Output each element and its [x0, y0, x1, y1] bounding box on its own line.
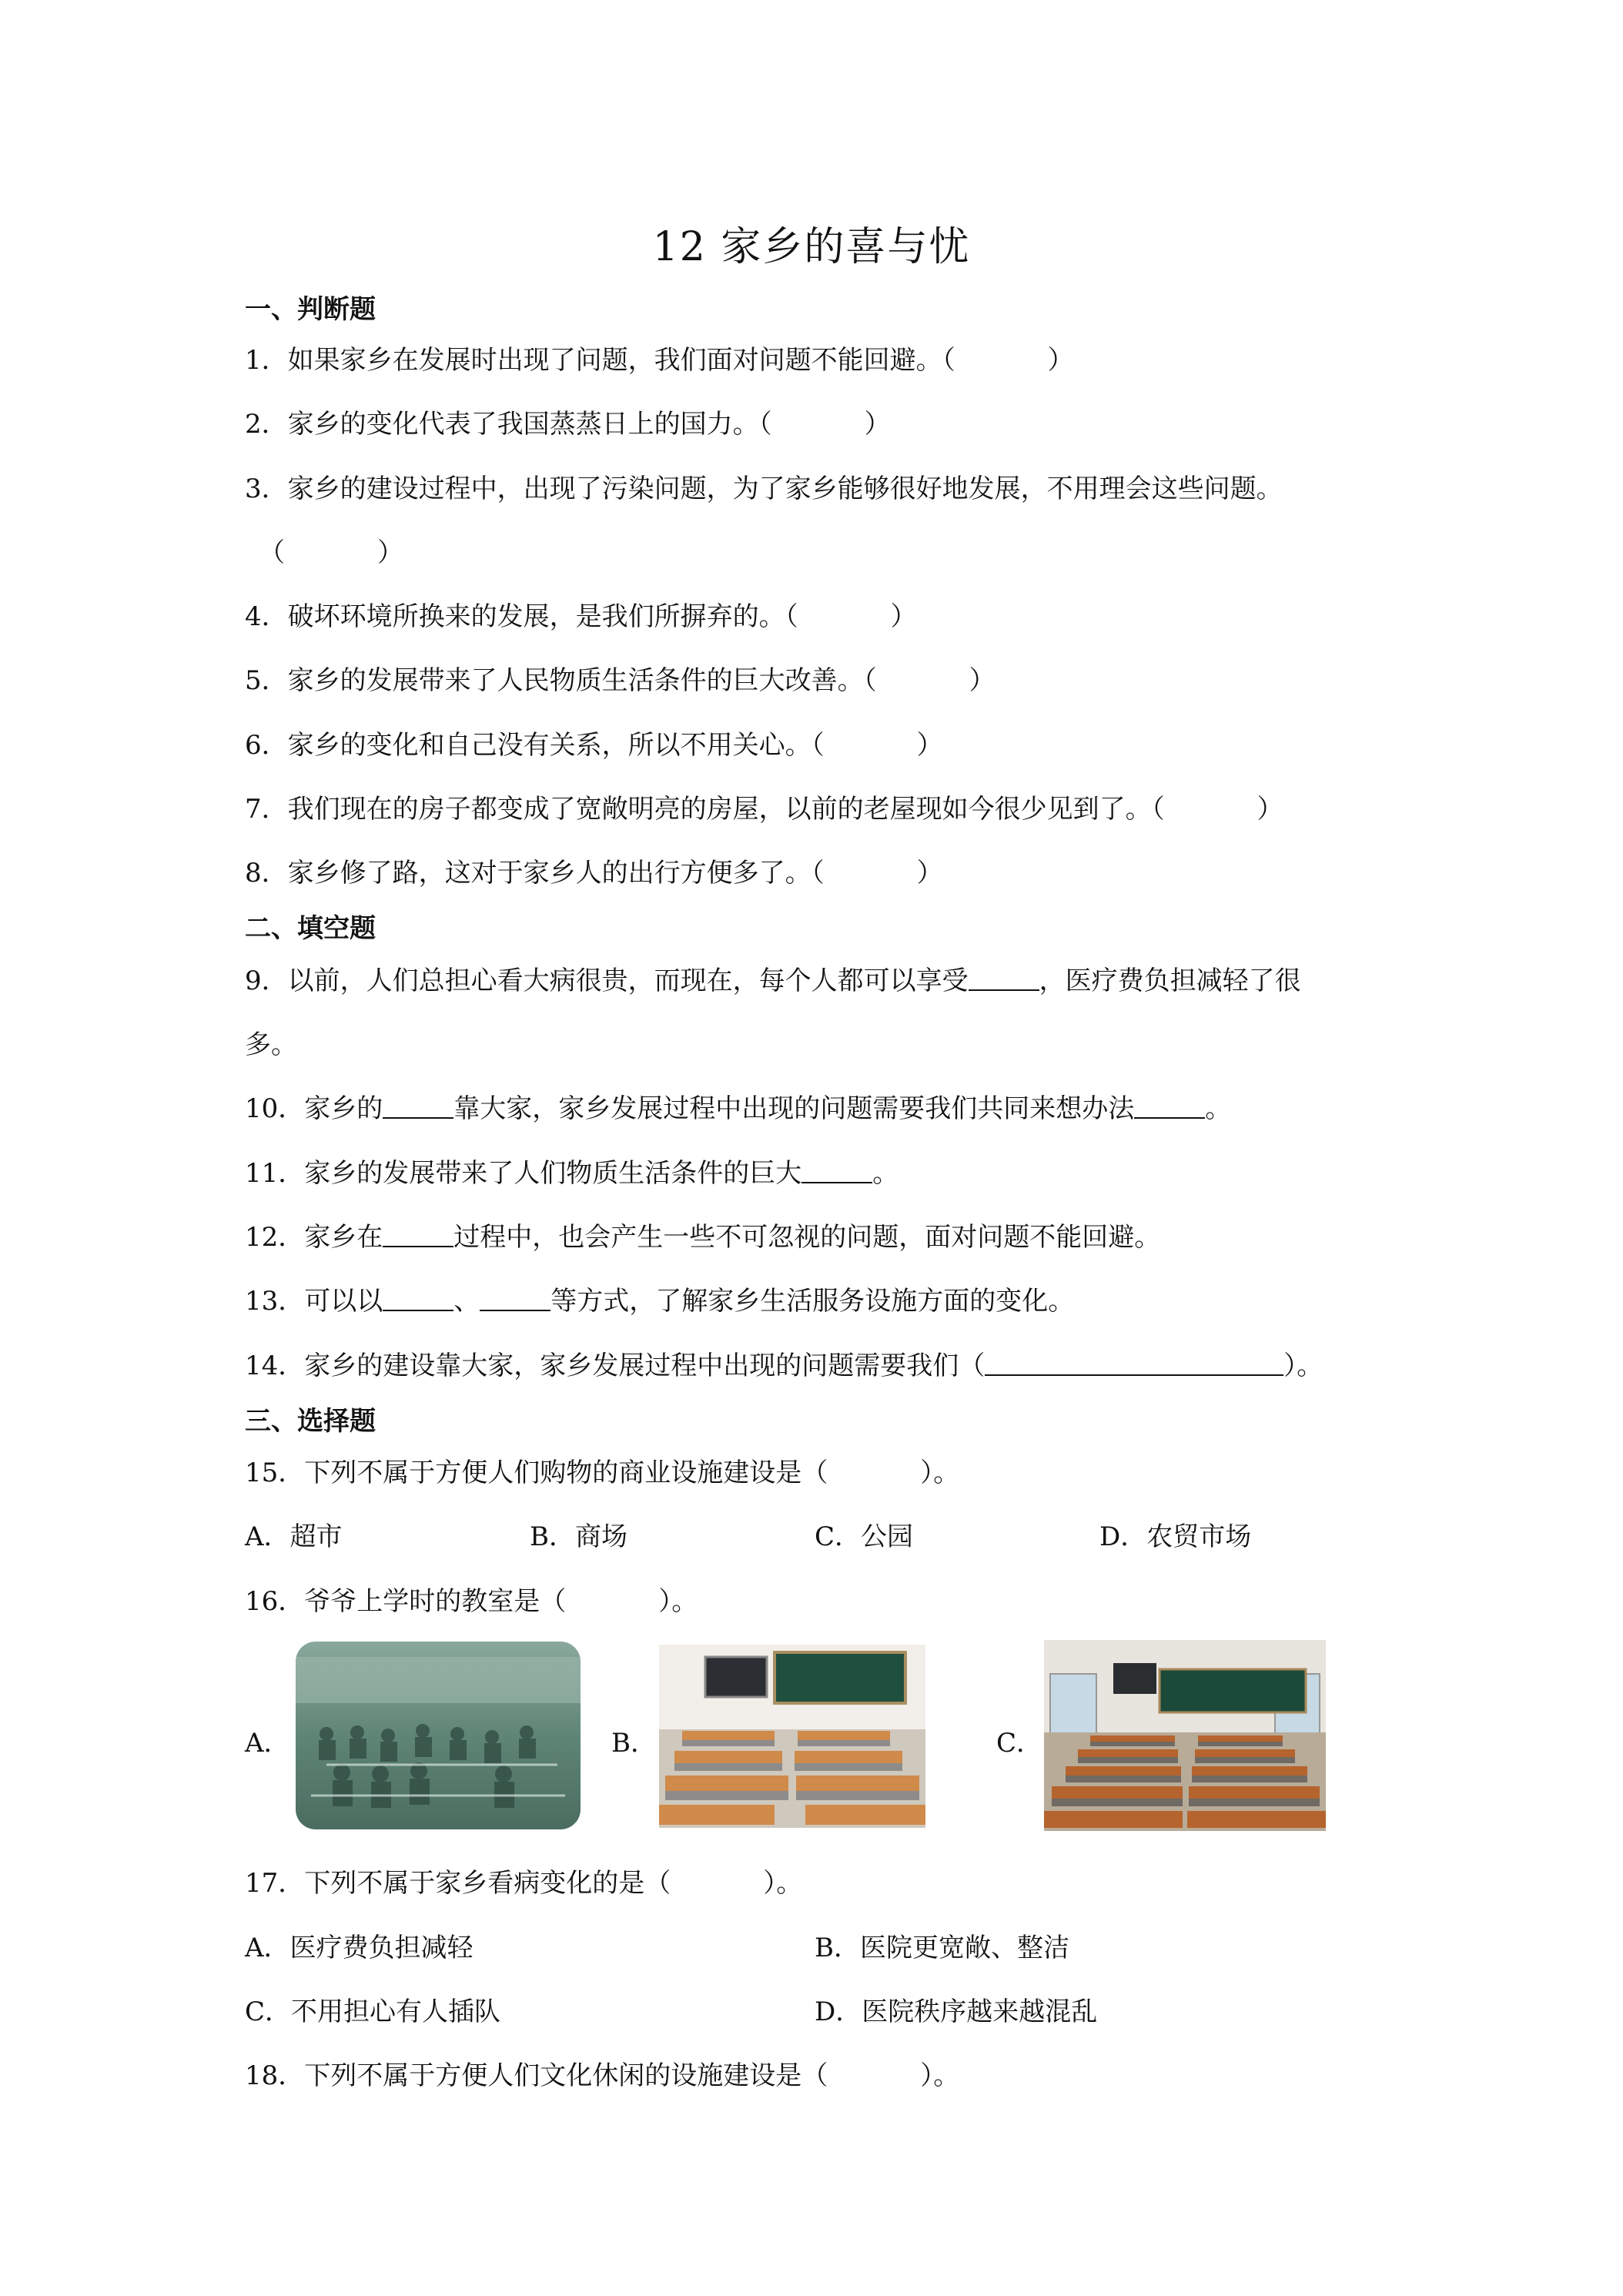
question-16-label-b[interactable]: B．: [611, 1728, 657, 1759]
section-heading-fill: 二、填空题: [245, 913, 376, 944]
old-classroom-photo[interactable]: [296, 1642, 581, 1829]
question-11: 11．家乡的发展带来了人们物质生活条件的巨大 。: [245, 1158, 899, 1189]
question-5: 5．家乡的发展带来了人民物质生活条件的巨大改善。（ ）: [245, 665, 996, 696]
modern-classroom-photo-b[interactable]: [659, 1645, 925, 1828]
question-6: 6．家乡的变化和自己没有关系，所以不用关心。（ ）: [245, 730, 943, 761]
question-3-answer: （ ）: [259, 537, 403, 568]
question-7: 7．我们现在的房子都变成了宽敞明亮的房屋，以前的老屋现如今很少见到了。（ ）: [245, 794, 1283, 825]
question-10: 10．家乡的 靠大家，家乡发展过程中出现的问题需要我们共同来想办法 。: [245, 1093, 1232, 1124]
question-17-option-b[interactable]: B．医院更宽敞、整洁: [815, 1933, 1069, 1963]
question-8: 8．家乡修了路，这对于家乡人的出行方便多了。（ ）: [245, 858, 943, 889]
section-heading-choice: 三、选择题: [245, 1406, 376, 1437]
question-15-option-b[interactable]: B．商场: [530, 1521, 627, 1552]
question-16: 16．爷爷上学时的教室是（ ）。: [245, 1586, 698, 1617]
question-16-label-a[interactable]: A．: [245, 1728, 290, 1759]
question-17: 17．下列不属于家乡看病变化的是（ ）。: [245, 1868, 803, 1899]
question-14: 14．家乡的建设靠大家，家乡发展过程中出现的问题需要我们（ ）。: [245, 1350, 1323, 1381]
question-17-option-d[interactable]: D．医院秩序越来越混乱: [815, 1996, 1098, 2027]
question-12: 12．家乡在 过程中，也会产生一些不可忽视的问题，面对问题不能回避。: [245, 1222, 1161, 1253]
question-17-option-c[interactable]: C．不用担心有人插队: [245, 1996, 501, 2027]
question-15-option-c[interactable]: C．公园: [815, 1521, 914, 1552]
modern-classroom-photo-c[interactable]: [1044, 1640, 1326, 1831]
question-15-option-a[interactable]: A．超市: [245, 1521, 343, 1552]
question-4: 4．破坏环境所换来的发展，是我们所摒弃的。（ ）: [245, 601, 917, 632]
question-13: 13．可以以 、 等方式，了解家乡生活服务设施方面的变化。: [245, 1286, 1075, 1317]
question-9-cont: 多。: [245, 1029, 297, 1060]
question-2: 2．家乡的变化代表了我国蒸蒸日上的国力。（ ）: [245, 409, 891, 440]
question-15-option-d[interactable]: D．农贸市场: [1099, 1521, 1252, 1552]
question-18: 18．下列不属于方便人们文化休闲的设施建设是（ ）。: [245, 2060, 960, 2091]
question-15: 15．下列不属于方便人们购物的商业设施建设是（ ）。: [245, 1458, 960, 1488]
question-9: 9．以前，人们总担心看大病很贵，而现在，每个人都可以享受 ，医疗费负担减轻了很: [245, 966, 1301, 996]
section-heading-judge: 一、判断题: [245, 294, 376, 325]
question-16-label-c[interactable]: C．: [996, 1728, 1043, 1759]
question-3: 3．家乡的建设过程中，出现了污染问题，为了家乡能够很好地发展，不用理会这些问题。: [245, 474, 1283, 504]
question-1: 1．如果家乡在发展时出现了问题，我们面对问题不能回避。（ ）: [245, 345, 1074, 376]
question-17-option-a[interactable]: A．医疗费负担减轻: [245, 1933, 474, 1963]
page-title: 12 家乡的喜与忧: [652, 224, 971, 270]
